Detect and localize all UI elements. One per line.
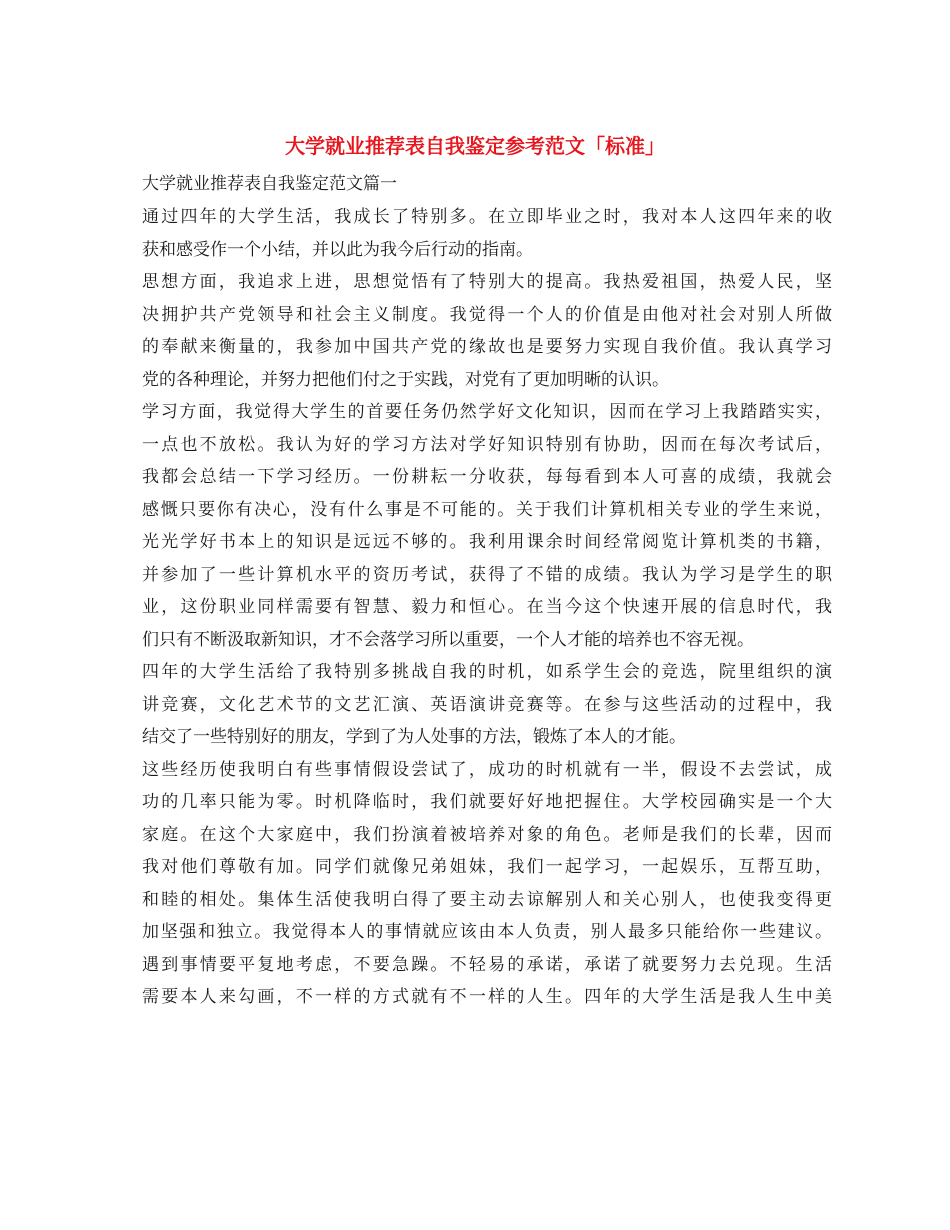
- document-title: 大学就业推荐表自我鉴定参考范文「标准」: [285, 134, 665, 158]
- text-line: 和睦的相处。集体生活使我明白得了要主动去谅解别人和关心别人，也使我变得更: [142, 889, 832, 910]
- text-line: 结交了一些特别好的朋友，学到了为人处事的方法，锻炼了本人的才能。: [142, 727, 686, 747]
- text-line: 光光学好书本上的知识是远远不够的。我利用课余时间经常阅览计算机类的书籍，: [142, 532, 832, 552]
- text-line: 并参加了一些计算机水平的资历考试，获得了不错的成绩。我认为学习是学生的职: [142, 564, 832, 585]
- text-line: 讲竞赛，文化艺术节的文艺汇演、英语演讲竞赛等。在参与这些活动的过程中，我: [142, 694, 832, 715]
- text-line: 的奉献来衡量的，我参加中国共产党的缘故也是要努力实现自我价值。我认真学习: [142, 337, 832, 357]
- text-line: 通过四年的大学生活，我成长了特别多。在立即毕业之时，我对本人这四年来的收: [142, 207, 832, 227]
- text-line: 加坚强和独立。我觉得本人的事情就应该由本人负责，别人最多只能给你一些建议。: [142, 922, 832, 942]
- text-line: 们只有不断汲取新知识，才不会落学习所以重要，一个人才能的培养也不容无视。: [142, 629, 754, 650]
- text-line: 需要本人来勾画，不一样的方式就有不一样的人生。四年的大学生活是我人生中美: [142, 987, 832, 1007]
- text-line: 一点也不放松。我认为好的学习方法对学好知识特别有协助，因而在每次考试后，: [142, 434, 832, 455]
- text-line: 决拥护共产党领导和社会主义制度。我觉得一个人的价值是由他对社会对别人所做: [142, 304, 832, 325]
- text-line: 业，这份职业同样需要有智慧、毅力和恒心。在当今这个快速开展的信息时代，我: [142, 597, 832, 617]
- document-subtitle: 大学就业推荐表自我鉴定范文篇一: [142, 174, 397, 194]
- text-line: 四年的大学生活给了我特别多挑战自我的时机，如系学生会的竞选，院里组织的演: [142, 662, 832, 682]
- text-line: 我对他们尊敬有加。同学们就像兄弟姐妹，我们一起学习，一起娱乐，互帮互助，: [142, 857, 832, 877]
- document-body: [142, 201, 832, 1014]
- text-line: 我都会总结一下学习经历。一份耕耘一分收获，每每看到本人可喜的成绩，我就会: [142, 467, 832, 487]
- text-line: 感慨只要你有决心，没有什么事是不可能的。关于我们计算机相关专业的学生来说，: [142, 499, 832, 520]
- text-line: 这些经历使我明白有些事情假设尝试了，成功的时机就有一半，假设不去尝试，成: [142, 759, 832, 780]
- text-line: 遇到事情要平复地考虑，不要急躁。不轻易的承诺，承诺了就要努力去兑现。生活: [142, 954, 832, 975]
- text-line: 功的几率只能为零。时机降临时，我们就要好好地把握住。大学校园确实是一个大: [142, 792, 832, 812]
- text-line: 获和感受作一个小结，并以此为我今后行动的指南。: [142, 239, 533, 260]
- text-line: 学习方面，我觉得大学生的首要任务仍然学好文化知识，因而在学习上我踏踏实实，: [142, 402, 832, 422]
- text-line: 家庭。在这个大家庭中，我们扮演着被培养对象的角色。老师是我们的长辈，因而: [142, 824, 832, 845]
- text-line: 党的各种理论，并努力把他们付之于实践，对党有了更加明晰的认识。: [142, 369, 669, 390]
- text-line: 思想方面，我追求上进，思想觉悟有了特别大的提高。我热爱祖国，热爱人民，坚: [142, 272, 832, 292]
